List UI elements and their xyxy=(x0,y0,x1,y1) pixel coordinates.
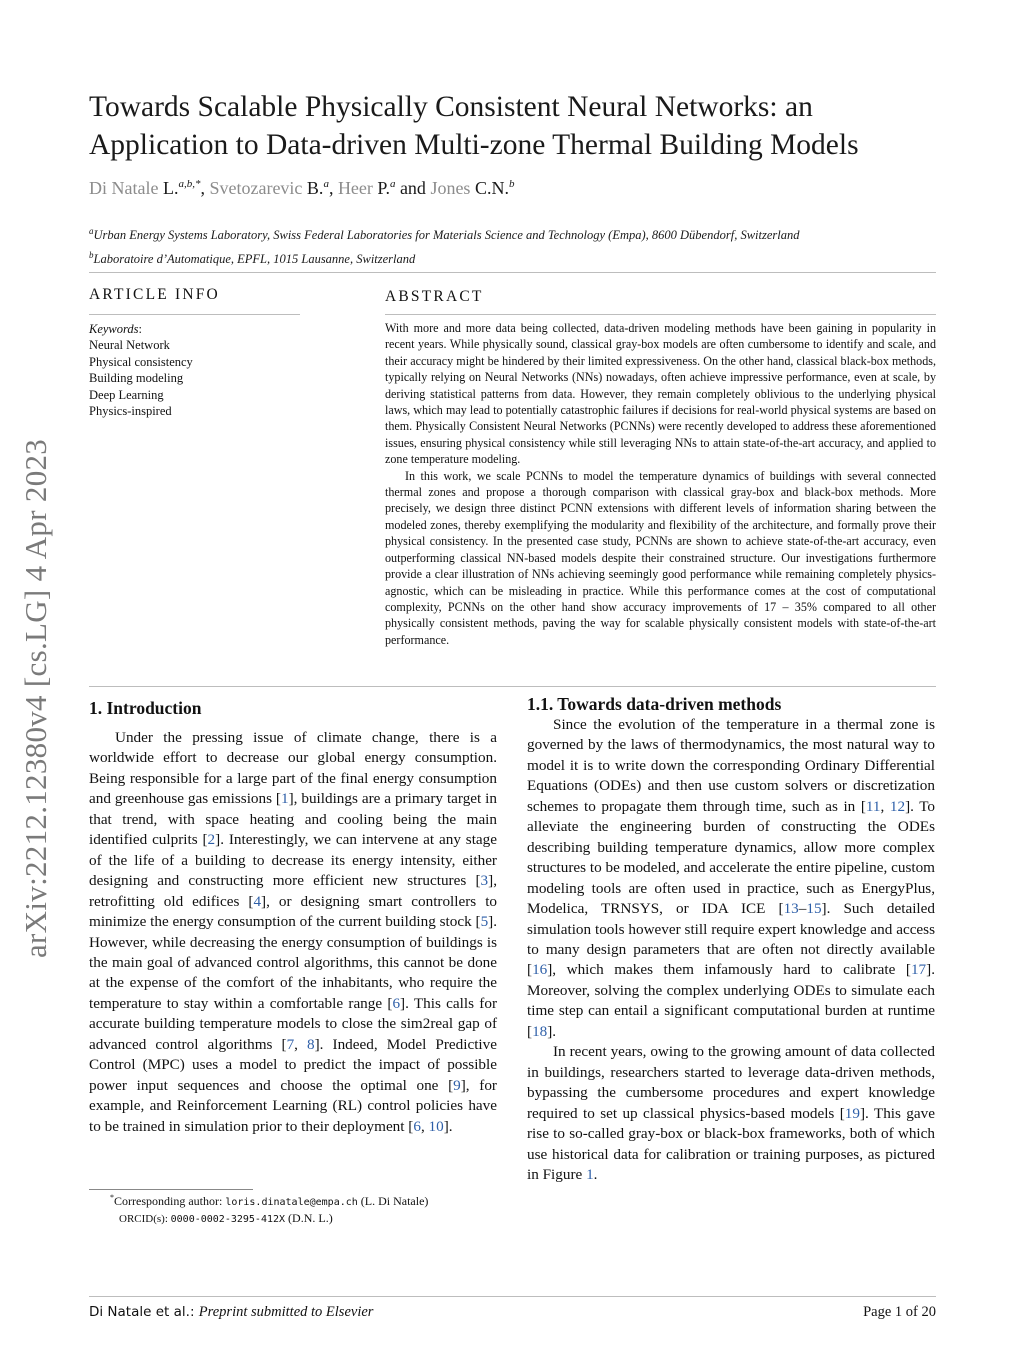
paper-title xyxy=(89,88,949,164)
keywords-block xyxy=(89,321,193,419)
introduction-body xyxy=(89,728,497,1137)
author-name[interactable]: Heer xyxy=(337,178,373,198)
citation-link[interactable]: 7 xyxy=(286,1035,295,1053)
affiliation-a: $^a$Urban Energy Systems Laboratory, Swiss Federal Laboratories for Materials Science and Technology (Empa), 8600 Dübendorf, Switzerland xyxy=(89,226,800,243)
keywords-label: Keywords: xyxy=(89,322,143,336)
subsection-body xyxy=(527,715,935,1185)
keyword: Physical consistency xyxy=(89,354,193,369)
author-4: Jones C.N.$^b$ xyxy=(430,178,515,198)
affiliations xyxy=(89,221,949,269)
orcid-id[interactable]: 0000-0002-3295-412X xyxy=(170,1214,286,1225)
title-line-2: Application to Data-driven Multi-zone Thermal Building Models xyxy=(89,129,859,161)
citation-link[interactable]: 9 xyxy=(453,1076,461,1094)
citation-link[interactable]: 4 xyxy=(253,892,262,910)
citation-link[interactable]: 13 xyxy=(783,900,799,918)
arxiv-identifier: arXiv:2212.12380v4 [cs.LG] 4 Apr 2023 xyxy=(18,438,53,958)
citation-link[interactable]: 11 xyxy=(865,797,881,815)
author-list xyxy=(89,178,514,199)
author-name[interactable]: Jones xyxy=(430,178,471,198)
citation-link[interactable]: 17 xyxy=(910,961,927,979)
citation-link[interactable]: 5 xyxy=(480,913,489,931)
title-line-1: Towards Scalable Physically Consistent Neural Networks: an xyxy=(89,91,813,123)
orcid-footnote: ORCID(s): 0000-0002-3295-412X (D.N. L.) xyxy=(119,1211,333,1225)
corresponding-author-footnote: *Corresponding author: loris.dinatale@empa.ch (L. Di Natale) xyxy=(110,1193,429,1208)
article-info-rule xyxy=(89,314,300,315)
citation-link[interactable]: 6 xyxy=(392,994,401,1012)
footer-divider xyxy=(89,1296,936,1297)
footer-citation: Di Natale et al.: Preprint submitted to Elsevier xyxy=(89,1304,374,1320)
citation-link[interactable]: 15 xyxy=(806,900,822,918)
article-info-heading: ARTICLE INFO xyxy=(89,286,220,303)
author-name[interactable]: Svetozarevic xyxy=(209,178,303,198)
citation-link[interactable]: 2 xyxy=(207,831,216,849)
citation-link[interactable]: 12 xyxy=(889,797,906,815)
citation-link[interactable]: 3 xyxy=(480,872,489,890)
keyword: Building modeling xyxy=(89,371,184,386)
subsection-paragraph-2: In recent years, owing to the growing amount of data collected in buildings, researchers started to leverage data-driven methods, bypassing the cumbersome procedures and expert knowledge required to set up classical physics-based models [19]. This gave rise to so-called gray-box or black-box frameworks, both of which use historical data for calibration or training purposes, as pictured in Figure 1. xyxy=(527,1043,935,1183)
abstract-text xyxy=(385,320,936,648)
citation-link[interactable]: 6 xyxy=(413,1117,421,1135)
citation-link[interactable]: 10 xyxy=(428,1117,444,1135)
abstract-bottom-divider xyxy=(89,686,936,687)
abstract-paragraph-1: With more and more data being collected, data-driven modeling methods have been gaining in popularity in recent years. While physically sound, classical gray-box models are often cumbersome to identify and scale, and their accuracy might be hindered by their limited expressiveness. On the other hand, classical black-box methods, typically relying on Neural Networks (NNs) nowadays, often achieve impressive performance, even at scale, by deriving statistical patterns from data. However, they remain completely oblivious to the underlying physical laws, which may lead to potentially catastrophic failures if decisions for real-world physical systems are based on them. Physically Consistent Neural Networks (PCNNs) were recently developed to address these aforementioned issues, ensuring physical consistency while still leveraging NNs to attain state-of-the-art accuracy, and applied to zone temperature modeling. xyxy=(385,321,936,467)
figure-link[interactable]: 1 xyxy=(586,1165,594,1183)
citation-link[interactable]: 8 xyxy=(307,1035,315,1053)
citation-link[interactable]: 19 xyxy=(844,1104,860,1122)
author-2: Svetozarevic B.$^a$, xyxy=(209,178,338,198)
introduction-heading: 1. Introduction xyxy=(89,698,202,718)
author-email[interactable]: loris.dinatale@empa.ch xyxy=(225,1197,358,1208)
page-number: Page 1 of 20 xyxy=(863,1304,936,1320)
author-1: Di Natale L.$^{a,b,*}$, xyxy=(89,178,210,198)
keyword: Deep Learning xyxy=(89,387,164,402)
abstract-rule xyxy=(385,314,936,315)
subsection-paragraph-1: Since the evolution of the temperature in a thermal zone is governed by the laws of thermodynamics, the most natural way to model it is to write down the corresponding Ordinary Differential Equations (ODEs) and then use custom solvers or discretization schemes to propagate them through time, such as in [11, 12]. To alleviate the engineering burden of constructing the ODEs describing building temperature dynamics, allow more complex structures to be modeled, and accelerate the entire pipeline, custom modeling tools are often used in practice, such as EnergyPlus, Modelica, TRNSYS, or IDA ICE [13–15]. Such detailed simulation tools however still require expert knowledge and access to many design parameters that are often not directly available [16], which makes them infamously hard to calibrate [17]. Moreover, solving the complex underlying ODEs to simulate each time step can entail a significant computational burden at runtime [18]. xyxy=(527,716,936,1040)
introduction-paragraph: Under the pressing issue of climate change, there is a worldwide effort to decrease our global energy consumption. Being responsible for a large part of the final energy consumption and greenhouse gas emissions [1], buildings are a primary target in that trend, with space heating and cooling being the main identified culprits [2]. Interestingly, we can intervene at any stage of the life of a building to decrease its energy intensity, either designing and constructing more efficient new structures [3], retrofitting old edifices [4], or designing smart controllers to minimize the energy consumption of the current building stock [5]. However, while decreasing the energy consumption of buildings is the main goal of advanced control algorithms, this cannot be done at the expense of the comfort of the inhabitants, who require the temperature to stay within a comfortable range [6]. This calls for accurate building temperature models to close the sim2real gap of advanced control algorithms [7, 8]. Indeed, Model Predictive Control (MPC) uses a model to predict the impact of possible power input sequences and choose the optimal one [9], for example, and Reinforcement Learning (RL) control policies have to be trained in simulation prior to their deployment [6, 10]. xyxy=(89,729,498,1135)
author-3: Heer P.$^a$ and xyxy=(337,178,431,198)
citation-link[interactable]: 16 xyxy=(532,961,548,979)
citation-link[interactable]: 18 xyxy=(532,1022,548,1040)
abstract-heading: ABSTRACT xyxy=(385,288,484,305)
author-name[interactable]: Di Natale xyxy=(89,178,159,198)
footnote-rule xyxy=(89,1189,253,1190)
affiliation-b: $^b$Laboratoire d’Automatique, EPFL, 1015 Lausanne, Switzerland xyxy=(89,250,416,267)
abstract-paragraph-2: In this work, we scale PCNNs to model the temperature dynamics of buildings with several connected thermal zones and propose a thorough comparison with classical gray-box and black-box methods. More precisely, we design three distinct PCNN extensions with different levels of information sharing between the modeled zones, thereby exemplifying the modularity and flexibility of the architecture, and formally prove their physical consistency. In the presented case study, PCNNs are shown to achieve state-of-the-art accuracy, even outperforming classical NN-based models despite their constrained structure. Our investigations furthermore provide a clear illustration of NNs achieving seemingly good performance while remaining completely physics-agnostic, which can be misleading in practice. While this performance comes at the cost of computational complexity, PCNNs on the other hand show accuracy improvements of 17 – 35% compared to all other physically consistent methods, paving the way for scalable physically consistent models with state-of-the-art performance. xyxy=(385,468,936,647)
keyword: Neural Network xyxy=(89,338,170,353)
subsection-heading: 1.1. Towards data-driven methods xyxy=(527,694,782,714)
keyword: Physics-inspired xyxy=(89,404,172,419)
citation-link[interactable]: 1 xyxy=(281,790,289,808)
header-divider xyxy=(89,272,936,273)
